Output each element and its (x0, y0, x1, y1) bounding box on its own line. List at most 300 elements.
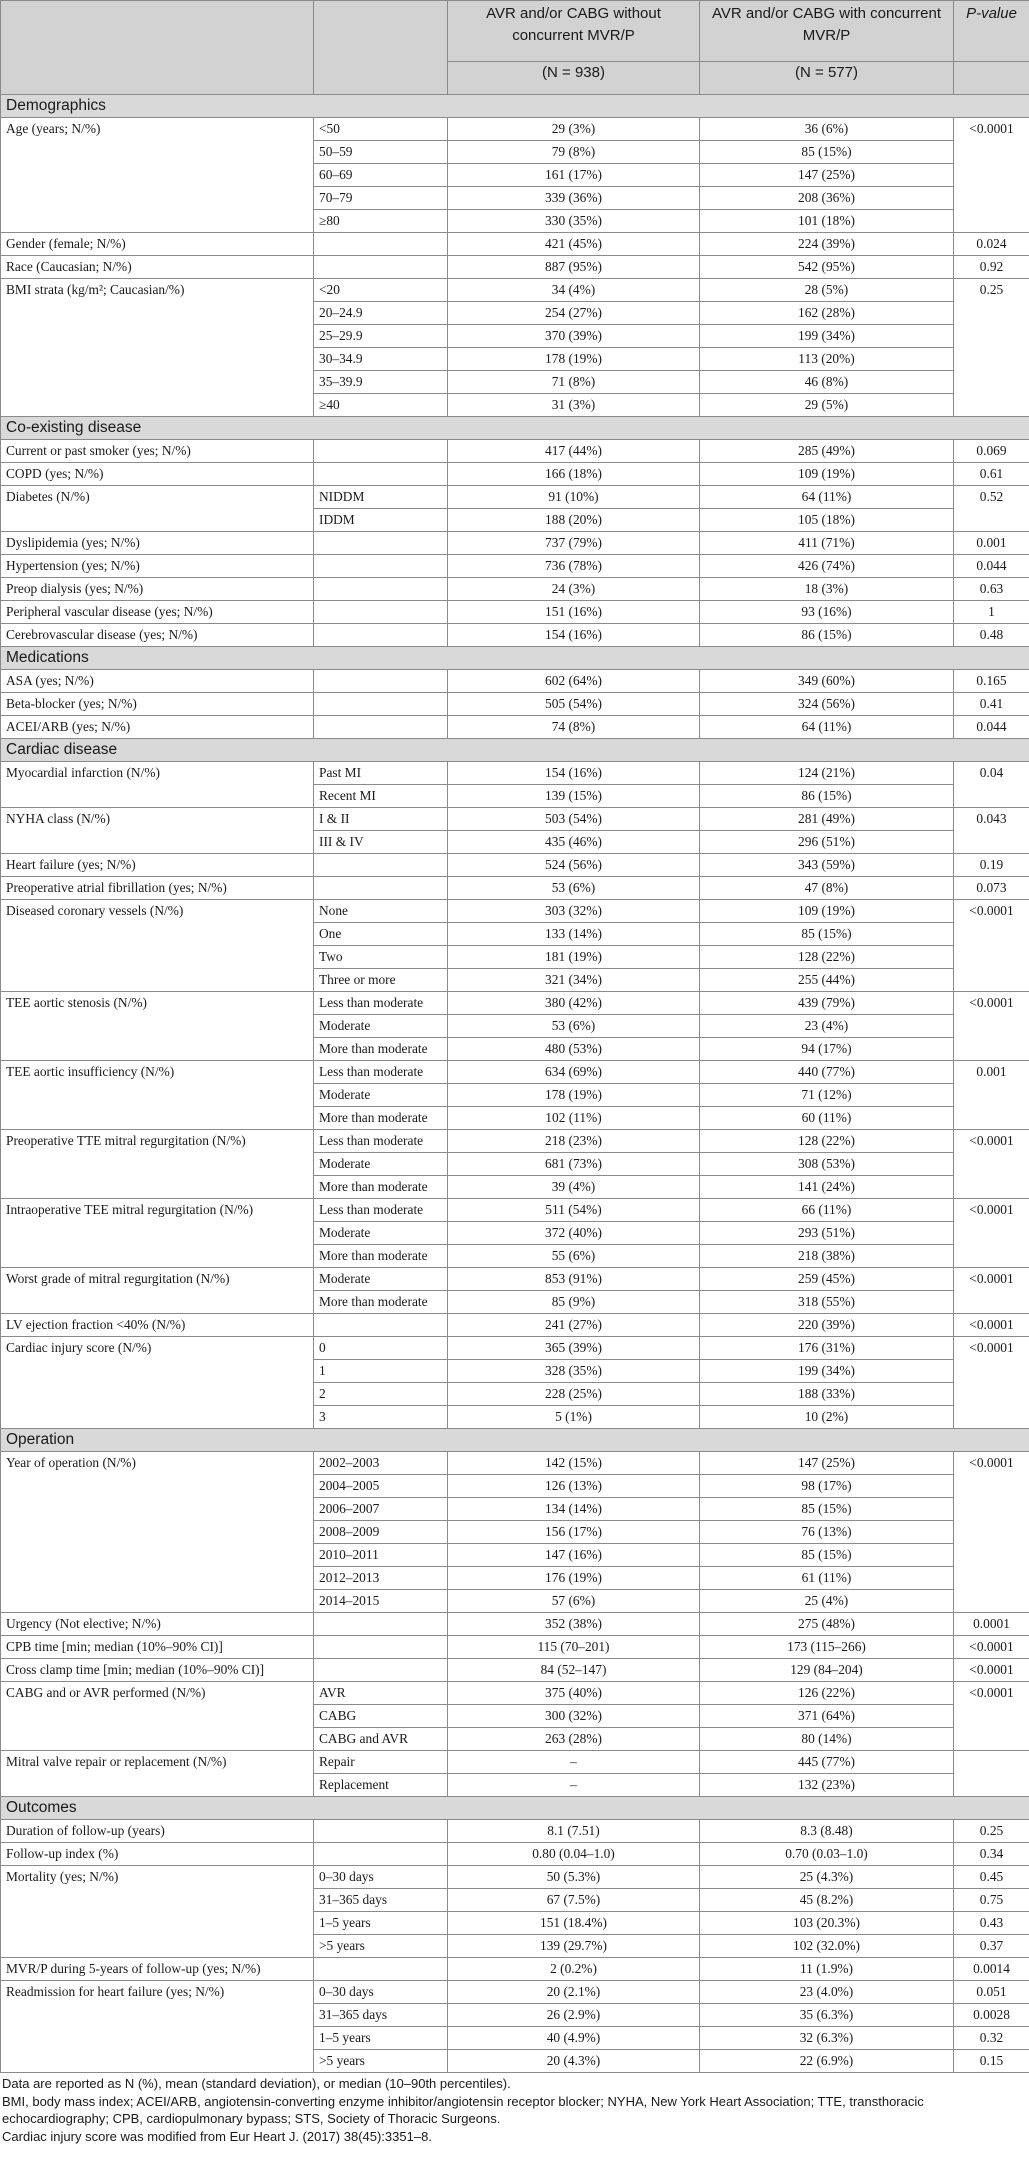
variable-label: Readmission for heart failure (yes; N/%) (1, 1981, 314, 2073)
variable-label: Preoperative TTE mitral regurgitation (N/%) (1, 1130, 314, 1199)
value-with-mvr: 199 (34%) (700, 325, 954, 348)
table-row (1, 1958, 1029, 1981)
value-with-mvr: 324 (56%) (700, 693, 954, 716)
subgroup-label: More than moderate (314, 1038, 448, 1061)
value-with-mvr: 126 (22%) (700, 1682, 954, 1705)
subgroup-label: Two (314, 946, 448, 969)
section-title: Demographics (1, 95, 1029, 118)
value-with-mvr: 64 (11%) (700, 716, 954, 739)
p-value: 0.044 (954, 555, 1029, 578)
header-blank-sub (314, 1, 448, 95)
variable-label: TEE aortic insufficiency (N/%) (1, 1061, 314, 1130)
subgroup-label (314, 670, 448, 693)
value-without-mvr: 134 (14%) (448, 1498, 700, 1521)
value-without-mvr: 181 (19%) (448, 946, 700, 969)
subgroup-label (314, 1820, 448, 1843)
value-without-mvr: 887 (95%) (448, 256, 700, 279)
value-without-mvr: – (448, 1774, 700, 1797)
table-row (1, 1843, 1029, 1866)
value-with-mvr: 109 (19%) (700, 900, 954, 923)
footnote: BMI, body mass index; ACEI/ARB, angiotensin-converting enzyme inhibitor/angiotensin receptor blocker; NYHA, New York Heart Association; TTE, transthoracic echocardiography; CPB, cardiopulmonary bypass; STS, Society of Thoracic Surgeons. (2, 2094, 924, 2126)
section-row (1, 1797, 1029, 1820)
section-row (1, 739, 1029, 762)
value-with-mvr: 199 (34%) (700, 1360, 954, 1383)
value-without-mvr: 126 (13%) (448, 1475, 700, 1498)
value-without-mvr: 228 (25%) (448, 1383, 700, 1406)
subgroup-label: >5 years (314, 1935, 448, 1958)
p-value: <0.0001 (954, 1199, 1029, 1268)
table-row (1, 233, 1029, 256)
value-without-mvr: 380 (42%) (448, 992, 700, 1015)
subgroup-label: >5 years (314, 2050, 448, 2073)
value-with-mvr: 128 (22%) (700, 1130, 954, 1153)
value-with-mvr: 281 (49%) (700, 808, 954, 831)
variable-label: Diseased coronary vessels (N/%) (1, 900, 314, 992)
value-without-mvr: 57 (6%) (448, 1590, 700, 1613)
variable-label: Duration of follow-up (years) (1, 1820, 314, 1843)
p-value: <0.0001 (954, 992, 1029, 1061)
subgroup-label (314, 716, 448, 739)
p-value: 0.63 (954, 578, 1029, 601)
value-without-mvr: 188 (20%) (448, 509, 700, 532)
value-without-mvr: 84 (52–147) (448, 1659, 700, 1682)
subgroup-label (314, 854, 448, 877)
value-without-mvr: 154 (16%) (448, 624, 700, 647)
table-row (1, 992, 1029, 1015)
value-without-mvr: 339 (36%) (448, 187, 700, 210)
value-without-mvr: 29 (3%) (448, 118, 700, 141)
variable-label: Worst grade of mitral regurgitation (N/%) (1, 1268, 314, 1314)
value-with-mvr: 124 (21%) (700, 762, 954, 785)
value-without-mvr: 151 (18.4%) (448, 1912, 700, 1935)
subgroup-label: 30–34.9 (314, 348, 448, 371)
value-with-mvr: 426 (74%) (700, 555, 954, 578)
subgroup-label (314, 233, 448, 256)
section-title: Medications (1, 647, 1029, 670)
value-without-mvr: 435 (46%) (448, 831, 700, 854)
subgroup-label: Recent MI (314, 785, 448, 808)
variable-label: Intraoperative TEE mitral regurgitation (N/%) (1, 1199, 314, 1268)
variable-label: ACEI/ARB (yes; N/%) (1, 716, 314, 739)
value-with-mvr: 439 (79%) (700, 992, 954, 1015)
value-without-mvr: 166 (18%) (448, 463, 700, 486)
subgroup-label (314, 532, 448, 555)
section-row (1, 1429, 1029, 1452)
variable-label: TEE aortic stenosis (N/%) (1, 992, 314, 1061)
table-row (1, 532, 1029, 555)
subgroup-label: More than moderate (314, 1176, 448, 1199)
value-with-mvr: 224 (39%) (700, 233, 954, 256)
subgroup-label: 1 (314, 1360, 448, 1383)
value-without-mvr: 40 (4.9%) (448, 2027, 700, 2050)
value-without-mvr: 503 (54%) (448, 808, 700, 831)
p-value: 0.0001 (954, 1613, 1029, 1636)
subgroup-label: Less than moderate (314, 992, 448, 1015)
value-with-mvr: 176 (31%) (700, 1337, 954, 1360)
p-value: <0.0001 (954, 1636, 1029, 1659)
value-without-mvr: 74 (8%) (448, 716, 700, 739)
value-without-mvr: 151 (16%) (448, 601, 700, 624)
p-value: 0.043 (954, 808, 1029, 854)
variable-label: Hypertension (yes; N/%) (1, 555, 314, 578)
variable-label: LV ejection fraction <40% (N/%) (1, 1314, 314, 1337)
table-row (1, 1659, 1029, 1682)
subgroup-label: 31–365 days (314, 1889, 448, 1912)
value-with-mvr: 86 (15%) (700, 785, 954, 808)
value-without-mvr: 102 (11%) (448, 1107, 700, 1130)
table-row (1, 762, 1029, 785)
variable-label: Preop dialysis (yes; N/%) (1, 578, 314, 601)
value-with-mvr: 64 (11%) (700, 486, 954, 509)
p-value: 0.044 (954, 716, 1029, 739)
table-row (1, 118, 1029, 141)
table-row (1, 808, 1029, 831)
value-without-mvr: 133 (14%) (448, 923, 700, 946)
p-value: <0.0001 (954, 1130, 1029, 1199)
value-without-mvr: 328 (35%) (448, 1360, 700, 1383)
value-without-mvr: 330 (35%) (448, 210, 700, 233)
variable-label: Mortality (yes; N/%) (1, 1866, 314, 1958)
value-with-mvr: 45 (8.2%) (700, 1889, 954, 1912)
variable-label: CPB time [min; median (10%–90% CI)] (1, 1636, 314, 1659)
variable-label: Cerebrovascular disease (yes; N/%) (1, 624, 314, 647)
subgroup-label: Moderate (314, 1268, 448, 1291)
subgroup-label: III & IV (314, 831, 448, 854)
section-row (1, 647, 1029, 670)
p-value: <0.0001 (954, 118, 1029, 233)
variable-label: MVR/P during 5-years of follow-up (yes; N/%) (1, 1958, 314, 1981)
value-with-mvr: 173 (115–266) (700, 1636, 954, 1659)
table-row (1, 877, 1029, 900)
table-row (1, 1130, 1029, 1153)
subgroup-label (314, 1659, 448, 1682)
value-without-mvr: 736 (78%) (448, 555, 700, 578)
value-without-mvr: 154 (16%) (448, 762, 700, 785)
subgroup-label: 31–365 days (314, 2004, 448, 2027)
subgroup-label: I & II (314, 808, 448, 831)
subgroup-label (314, 440, 448, 463)
header-p-blank (954, 62, 1029, 95)
p-value: 0.48 (954, 624, 1029, 647)
value-with-mvr: 29 (5%) (700, 394, 954, 417)
subgroup-label: Moderate (314, 1222, 448, 1245)
value-without-mvr: 505 (54%) (448, 693, 700, 716)
value-without-mvr: 0.80 (0.04–1.0) (448, 1843, 700, 1866)
value-without-mvr: 20 (2.1%) (448, 1981, 700, 2004)
value-without-mvr: 142 (15%) (448, 1452, 700, 1475)
value-without-mvr: 300 (32%) (448, 1705, 700, 1728)
value-with-mvr: 61 (11%) (700, 1567, 954, 1590)
value-with-mvr: 147 (25%) (700, 164, 954, 187)
table-row (1, 854, 1029, 877)
p-value: 0.75 (954, 1889, 1029, 1912)
variable-label: Diabetes (N/%) (1, 486, 314, 532)
p-value: 0.45 (954, 1866, 1029, 1889)
table-row (1, 670, 1029, 693)
header-p-value: P-value (954, 1, 1029, 62)
p-value: <0.0001 (954, 1314, 1029, 1337)
subgroup-label: Moderate (314, 1084, 448, 1107)
subgroup-label: Repair (314, 1751, 448, 1774)
subgroup-label: ≥80 (314, 210, 448, 233)
table-row (1, 693, 1029, 716)
variable-label: COPD (yes; N/%) (1, 463, 314, 486)
p-value: 0.37 (954, 1935, 1029, 1958)
subgroup-label: Replacement (314, 1774, 448, 1797)
section-row (1, 95, 1029, 118)
value-without-mvr: 91 (10%) (448, 486, 700, 509)
value-with-mvr: 11 (1.9%) (700, 1958, 954, 1981)
subgroup-label: CABG (314, 1705, 448, 1728)
value-with-mvr: 102 (32.0%) (700, 1935, 954, 1958)
footnote: Cardiac injury score was modified from Eur Heart J. (2017) 38(45):3351–8. (2, 2129, 432, 2144)
value-without-mvr: 39 (4%) (448, 1176, 700, 1199)
variable-label: Cardiac injury score (N/%) (1, 1337, 314, 1429)
subgroup-label (314, 601, 448, 624)
value-with-mvr: 343 (59%) (700, 854, 954, 877)
value-with-mvr: 129 (84–204) (700, 1659, 954, 1682)
value-with-mvr: 18 (3%) (700, 578, 954, 601)
value-with-mvr: 141 (24%) (700, 1176, 954, 1199)
value-without-mvr: 254 (27%) (448, 302, 700, 325)
subgroup-label: More than moderate (314, 1107, 448, 1130)
subgroup-label: Three or more (314, 969, 448, 992)
value-with-mvr: 296 (51%) (700, 831, 954, 854)
value-without-mvr: 480 (53%) (448, 1038, 700, 1061)
value-without-mvr: 263 (28%) (448, 1728, 700, 1751)
subgroup-label: IDDM (314, 509, 448, 532)
subgroup-label: More than moderate (314, 1245, 448, 1268)
variable-label: Myocardial infarction (N/%) (1, 762, 314, 808)
subgroup-label (314, 1314, 448, 1337)
variable-label: Preoperative atrial fibrillation (yes; N/%) (1, 877, 314, 900)
value-with-mvr: 109 (19%) (700, 463, 954, 486)
value-without-mvr: 372 (40%) (448, 1222, 700, 1245)
value-with-mvr: 32 (6.3%) (700, 2027, 954, 2050)
subgroup-label: 35–39.9 (314, 371, 448, 394)
value-with-mvr: 147 (25%) (700, 1452, 954, 1475)
value-without-mvr: 853 (91%) (448, 1268, 700, 1291)
header-blank-label (1, 1, 314, 95)
value-with-mvr: 28 (5%) (700, 279, 954, 302)
header-n-with: (N = 577) (700, 62, 954, 95)
p-value: 0.92 (954, 256, 1029, 279)
header-n-without: (N = 938) (448, 62, 700, 95)
value-with-mvr: 255 (44%) (700, 969, 954, 992)
table-row (1, 279, 1029, 302)
subgroup-label: NIDDM (314, 486, 448, 509)
value-without-mvr: 511 (54%) (448, 1199, 700, 1222)
value-with-mvr: 85 (15%) (700, 141, 954, 164)
subgroup-label: 20–24.9 (314, 302, 448, 325)
value-with-mvr: 0.70 (0.03–1.0) (700, 1843, 954, 1866)
value-without-mvr: 20 (4.3%) (448, 2050, 700, 2073)
value-with-mvr: 542 (95%) (700, 256, 954, 279)
value-without-mvr: 156 (17%) (448, 1521, 700, 1544)
value-without-mvr: 67 (7.5%) (448, 1889, 700, 1912)
value-with-mvr: 371 (64%) (700, 1705, 954, 1728)
variable-label: Mitral valve repair or replacement (N/%) (1, 1751, 314, 1797)
variable-label: Year of operation (N/%) (1, 1452, 314, 1613)
variable-label: Race (Caucasian; N/%) (1, 256, 314, 279)
p-value: 0.051 (954, 1981, 1029, 2004)
subgroup-label (314, 1613, 448, 1636)
value-without-mvr: 303 (32%) (448, 900, 700, 923)
variable-label: Gender (female; N/%) (1, 233, 314, 256)
value-without-mvr: 8.1 (7.51) (448, 1820, 700, 1843)
value-with-mvr: 25 (4%) (700, 1590, 954, 1613)
subgroup-label: AVR (314, 1682, 448, 1705)
table-row (1, 1866, 1029, 1889)
p-value: <0.0001 (954, 1682, 1029, 1751)
table-row (1, 256, 1029, 279)
value-without-mvr: 178 (19%) (448, 1084, 700, 1107)
variable-label: Follow-up index (%) (1, 1843, 314, 1866)
value-without-mvr: 2 (0.2%) (448, 1958, 700, 1981)
section-title: Co-existing disease (1, 417, 1029, 440)
value-with-mvr: 36 (6%) (700, 118, 954, 141)
subgroup-label: Less than moderate (314, 1199, 448, 1222)
table-row (1, 900, 1029, 923)
value-with-mvr: 162 (28%) (700, 302, 954, 325)
value-with-mvr: 101 (18%) (700, 210, 954, 233)
value-with-mvr: 188 (33%) (700, 1383, 954, 1406)
table-row (1, 601, 1029, 624)
value-without-mvr: 79 (8%) (448, 141, 700, 164)
value-with-mvr: 93 (16%) (700, 601, 954, 624)
subgroup-label: Past MI (314, 762, 448, 785)
value-without-mvr: 71 (8%) (448, 371, 700, 394)
section-title: Cardiac disease (1, 739, 1029, 762)
subgroup-label: Moderate (314, 1015, 448, 1038)
value-without-mvr: 176 (19%) (448, 1567, 700, 1590)
table-row (1, 1199, 1029, 1222)
subgroup-label: 1–5 years (314, 1912, 448, 1935)
value-without-mvr: 370 (39%) (448, 325, 700, 348)
subgroup-label: 0 (314, 1337, 448, 1360)
subgroup-label: 2004–2005 (314, 1475, 448, 1498)
value-without-mvr: 139 (15%) (448, 785, 700, 808)
value-with-mvr: 47 (8%) (700, 877, 954, 900)
variable-label: BMI strata (kg/m²; Caucasian/%) (1, 279, 314, 417)
header-with-mvr: AVR and/or CABG with concurrent MVR/P (700, 1, 954, 62)
value-without-mvr: 53 (6%) (448, 877, 700, 900)
value-with-mvr: 35 (6.3%) (700, 2004, 954, 2027)
table-body (1, 95, 1029, 2073)
subgroup-label: Less than moderate (314, 1130, 448, 1153)
table-header (1, 1, 1029, 95)
value-without-mvr: 178 (19%) (448, 348, 700, 371)
value-with-mvr: 25 (4.3%) (700, 1866, 954, 1889)
subgroup-label (314, 877, 448, 900)
subgroup-label (314, 624, 448, 647)
value-with-mvr: 285 (49%) (700, 440, 954, 463)
subgroup-label: Moderate (314, 1153, 448, 1176)
p-value: 1 (954, 601, 1029, 624)
variable-label: Heart failure (yes; N/%) (1, 854, 314, 877)
value-with-mvr: 275 (48%) (700, 1613, 954, 1636)
table-row (1, 624, 1029, 647)
value-without-mvr: 5 (1%) (448, 1406, 700, 1429)
subgroup-label: 2002–2003 (314, 1452, 448, 1475)
value-without-mvr: 115 (70–201) (448, 1636, 700, 1659)
value-without-mvr: 50 (5.3%) (448, 1866, 700, 1889)
subgroup-label: None (314, 900, 448, 923)
section-row (1, 417, 1029, 440)
value-with-mvr: 308 (53%) (700, 1153, 954, 1176)
subgroup-label: 1–5 years (314, 2027, 448, 2050)
subgroup-label: 50–59 (314, 141, 448, 164)
table-row (1, 1682, 1029, 1705)
subgroup-label (314, 1958, 448, 1981)
p-value: 0.52 (954, 486, 1029, 532)
p-value (954, 1751, 1029, 1797)
table-row (1, 1337, 1029, 1360)
value-without-mvr: 34 (4%) (448, 279, 700, 302)
p-value: <0.0001 (954, 1659, 1029, 1682)
variable-label: Cross clamp time [min; median (10%–90% CI)] (1, 1659, 314, 1682)
value-without-mvr: 421 (45%) (448, 233, 700, 256)
variable-label: Peripheral vascular disease (yes; N/%) (1, 601, 314, 624)
value-without-mvr: 139 (29.7%) (448, 1935, 700, 1958)
value-with-mvr: 105 (18%) (700, 509, 954, 532)
section-title: Outcomes (1, 1797, 1029, 1820)
value-without-mvr: 352 (38%) (448, 1613, 700, 1636)
value-with-mvr: 22 (6.9%) (700, 2050, 954, 2073)
value-without-mvr: 602 (64%) (448, 670, 700, 693)
table-row (1, 1613, 1029, 1636)
value-without-mvr: 417 (44%) (448, 440, 700, 463)
p-value: 0.15 (954, 2050, 1029, 2073)
value-with-mvr: 23 (4.0%) (700, 1981, 954, 2004)
subgroup-label: 0–30 days (314, 1866, 448, 1889)
subgroup-label: 70–79 (314, 187, 448, 210)
value-with-mvr: 113 (20%) (700, 348, 954, 371)
value-without-mvr: 241 (27%) (448, 1314, 700, 1337)
p-value: 0.25 (954, 1820, 1029, 1843)
value-without-mvr: 634 (69%) (448, 1061, 700, 1084)
value-with-mvr: 85 (15%) (700, 1498, 954, 1521)
value-without-mvr: 375 (40%) (448, 1682, 700, 1705)
variable-label: ASA (yes; N/%) (1, 670, 314, 693)
subgroup-label (314, 1843, 448, 1866)
variable-label: CABG and or AVR performed (N/%) (1, 1682, 314, 1751)
subgroup-label: <20 (314, 279, 448, 302)
variable-label: Current or past smoker (yes; N/%) (1, 440, 314, 463)
value-without-mvr: – (448, 1751, 700, 1774)
value-with-mvr: 445 (77%) (700, 1751, 954, 1774)
subgroup-label (314, 463, 448, 486)
value-with-mvr: 85 (15%) (700, 1544, 954, 1567)
value-with-mvr: 128 (22%) (700, 946, 954, 969)
subgroup-label (314, 578, 448, 601)
value-with-mvr: 440 (77%) (700, 1061, 954, 1084)
subgroup-label: <50 (314, 118, 448, 141)
value-with-mvr: 86 (15%) (700, 624, 954, 647)
section-title: Operation (1, 1429, 1029, 1452)
table-row (1, 463, 1029, 486)
value-without-mvr: 365 (39%) (448, 1337, 700, 1360)
subgroup-label: 2006–2007 (314, 1498, 448, 1521)
p-value: 0.001 (954, 532, 1029, 555)
subgroup-label: 2008–2009 (314, 1521, 448, 1544)
subgroup-label: ≥40 (314, 394, 448, 417)
subgroup-label: 60–69 (314, 164, 448, 187)
value-with-mvr: 318 (55%) (700, 1291, 954, 1314)
p-value: 0.19 (954, 854, 1029, 877)
value-with-mvr: 85 (15%) (700, 923, 954, 946)
value-with-mvr: 349 (60%) (700, 670, 954, 693)
